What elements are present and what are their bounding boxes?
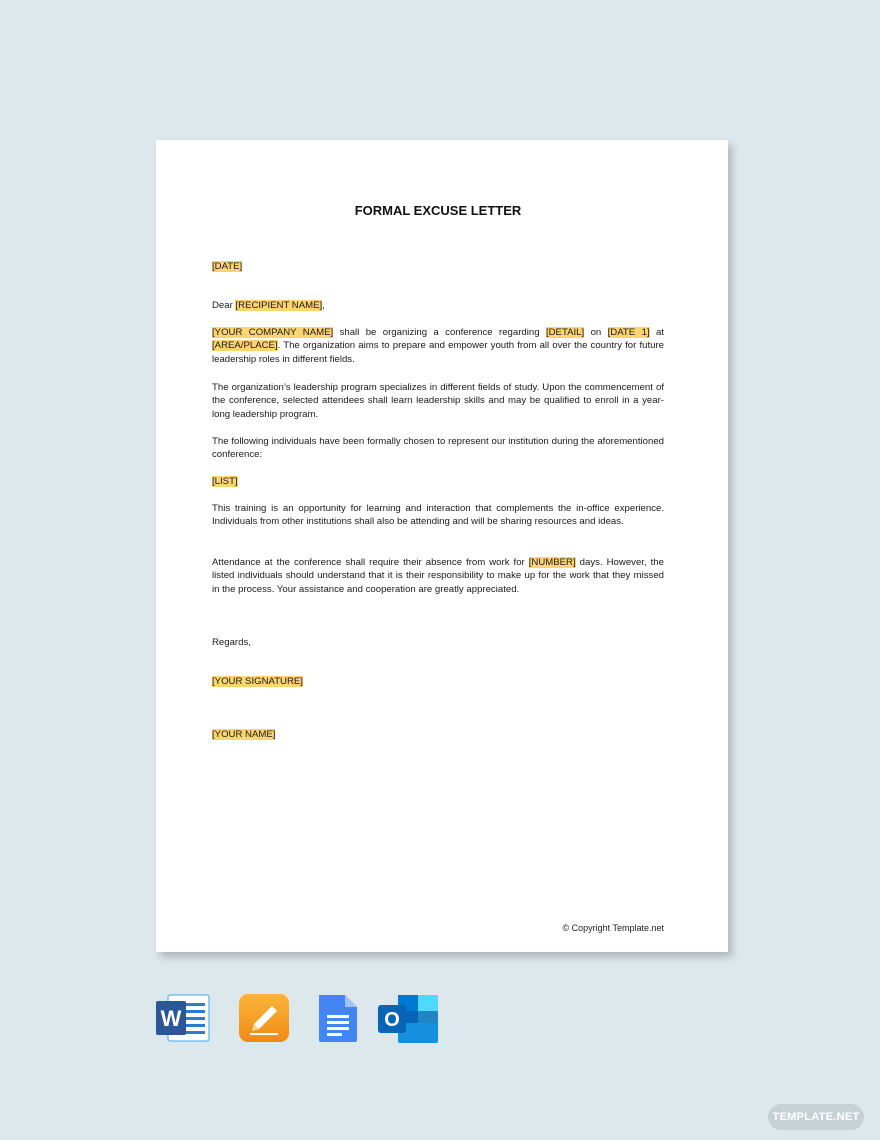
paragraph-3: The following individuals have been formally chosen to represent our institution during the aforementioned conference:	[212, 436, 664, 461]
company-placeholder: [YOUR COMPANY NAME]	[212, 327, 334, 338]
number-placeholder: [NUMBER]	[528, 557, 576, 568]
paragraph-4: This training is an opportunity for learning and interaction that complements the in-office experience. Individuals from other institutions shall also be attending and will be sharing resources and ideas.	[212, 503, 664, 528]
closing: Regards,	[212, 637, 251, 648]
para1-text-1: shall be organizing a conference regarding	[333, 327, 546, 338]
letter-title: FORMAL EXCUSE LETTER	[354, 203, 522, 218]
list-line	[212, 475, 664, 488]
date1-placeholder: [DATE 1]	[607, 327, 650, 338]
para1-text-4: . The organization aims to prepare and empower youth from all over the country for future leadership roles in different fields.	[212, 340, 664, 365]
salutation-prefix: Dear	[212, 300, 236, 311]
copyright-notice: © Copyright Template.net	[562, 923, 664, 933]
template-net-badge[interactable]: TEMPLATE.NET	[768, 1104, 864, 1130]
microsoft-word-icon[interactable]	[156, 993, 210, 1048]
signature-line	[212, 675, 664, 688]
para5-text-2: days. However, the listed individuals should understand that it is their responsibility to make up for the work that they missed in the process. Your assistance and cooperation are greatly appreciated.	[212, 557, 664, 595]
date-placeholder: [DATE]	[212, 261, 243, 272]
recipient-placeholder: [RECIPIENT NAME]	[235, 300, 323, 311]
paragraph-1	[212, 326, 664, 366]
word-glyph: W	[160, 1006, 182, 1031]
salutation-suffix: ,	[322, 300, 325, 311]
detail-placeholder: [DETAIL]	[545, 327, 585, 338]
para1-text-3: at	[649, 327, 664, 338]
list-placeholder: [LIST]	[212, 476, 238, 487]
outlook-glyph: O	[384, 1009, 400, 1031]
apple-pages-icon[interactable]	[238, 993, 290, 1048]
signature-placeholder: [YOUR SIGNATURE]	[212, 676, 303, 687]
para5-text-1: Attendance at the conference shall require their absence from work for	[212, 557, 529, 568]
microsoft-outlook-icon[interactable]	[378, 993, 440, 1050]
para1-text-2: on	[584, 327, 608, 338]
date-line	[212, 260, 664, 273]
paragraph-5	[212, 556, 664, 596]
google-docs-icon[interactable]	[317, 993, 359, 1048]
name-line	[212, 728, 664, 741]
salutation	[212, 299, 664, 312]
paragraph-2: The organization’s leadership program specializes in different fields of study. Upon the commencement of the conference, selected attendees shall learn leadership skills and may be qualified to enroll in a year-long leadership program.	[212, 382, 664, 420]
document-page	[156, 140, 728, 952]
name-placeholder: [YOUR NAME]	[212, 729, 276, 740]
area-placeholder: [AREA/PLACE]	[212, 340, 278, 352]
